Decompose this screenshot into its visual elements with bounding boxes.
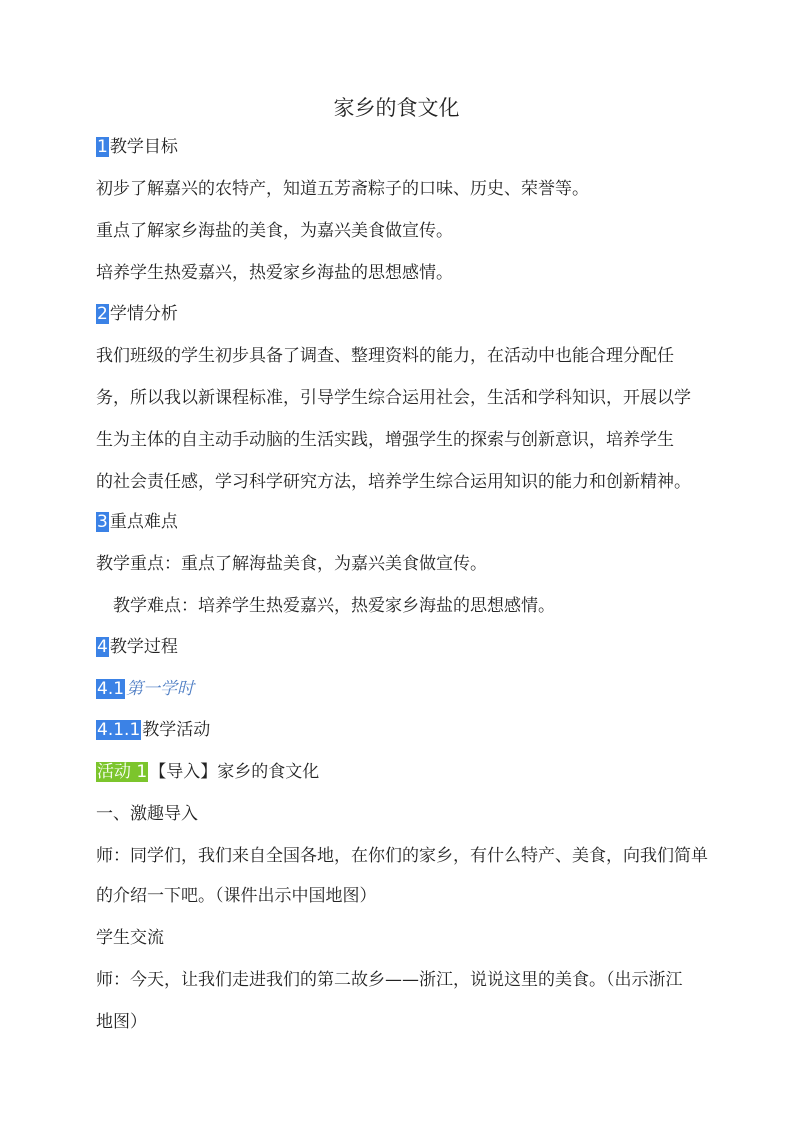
section-title: 教学目标 [109, 137, 178, 157]
student-line: 学生交流 [96, 928, 164, 948]
activity-tag: 活动 1 [97, 762, 148, 782]
section-heading-process [96, 637, 178, 657]
step-heading: 一、激趣导入 [96, 804, 198, 824]
analysis-line: 我们班级的学生初步具备了调查、整理资料的能力，在活动中也能合理分配任 [96, 346, 674, 366]
activity-heading [96, 762, 319, 782]
document-title: 家乡的食文化 [333, 96, 460, 120]
goal-line: 培养学生热爱嘉兴，热爱家乡海盐的思想感情。 [96, 263, 453, 283]
section-number: 3 [97, 512, 108, 532]
section-number: 1 [97, 137, 108, 157]
analysis-line: 务，所以我以新课程标准，引导学生综合运用社会，生活和学科知识，开展以学 [96, 388, 691, 408]
teacher-line: 地图） [96, 1012, 147, 1032]
section-heading-goals [96, 137, 178, 157]
subsection-heading-lesson [96, 679, 194, 699]
analysis-line: 生为主体的自主动手动脑的生活实践，增强学生的探索与创新意识，培养学生 [96, 430, 674, 450]
teacher-line: 的介绍一下吧。（课件出示中国地图） [96, 886, 377, 906]
section-title: 重点难点 [109, 512, 178, 532]
subsection-number: 4.1.1 [97, 720, 141, 740]
teacher-line: 师：今天，让我们走进我们的第二故乡——浙江，说说这里的美食。（出示浙江 [96, 970, 683, 990]
focus-line: 教学重点：重点了解海盐美食，为嘉兴美食做宣传。 [96, 554, 487, 574]
subsection-title: 第一学时 [126, 679, 195, 699]
section-heading-analysis [96, 304, 178, 324]
analysis-line: 的社会责任感，学习科学研究方法，培养学生综合运用知识的能力和创新精神。 [96, 472, 691, 492]
section-title: 学情分析 [109, 304, 178, 324]
section-number: 4 [97, 637, 108, 657]
subsection-title: 教学活动 [142, 720, 211, 740]
difficulty-line: 教学难点：培养学生热爱嘉兴，热爱家乡海盐的思想感情。 [113, 596, 555, 616]
goal-line: 初步了解嘉兴的农特产，知道五芳斋粽子的口味、历史、荣誉等。 [96, 179, 589, 199]
goal-line: 重点了解家乡海盐的美食，为嘉兴美食做宣传。 [96, 221, 453, 241]
section-heading-keypoints [96, 512, 178, 532]
teacher-line: 师：同学们，我们来自全国各地，在你们的家乡，有什么特产、美食，向我们简单 [96, 846, 708, 866]
subsection-heading-activities [96, 720, 210, 740]
section-number: 2 [97, 304, 108, 324]
subsection-number: 4.1 [97, 679, 125, 699]
section-title: 教学过程 [109, 637, 178, 657]
activity-title: 【导入】家乡的食文化 [149, 762, 320, 782]
